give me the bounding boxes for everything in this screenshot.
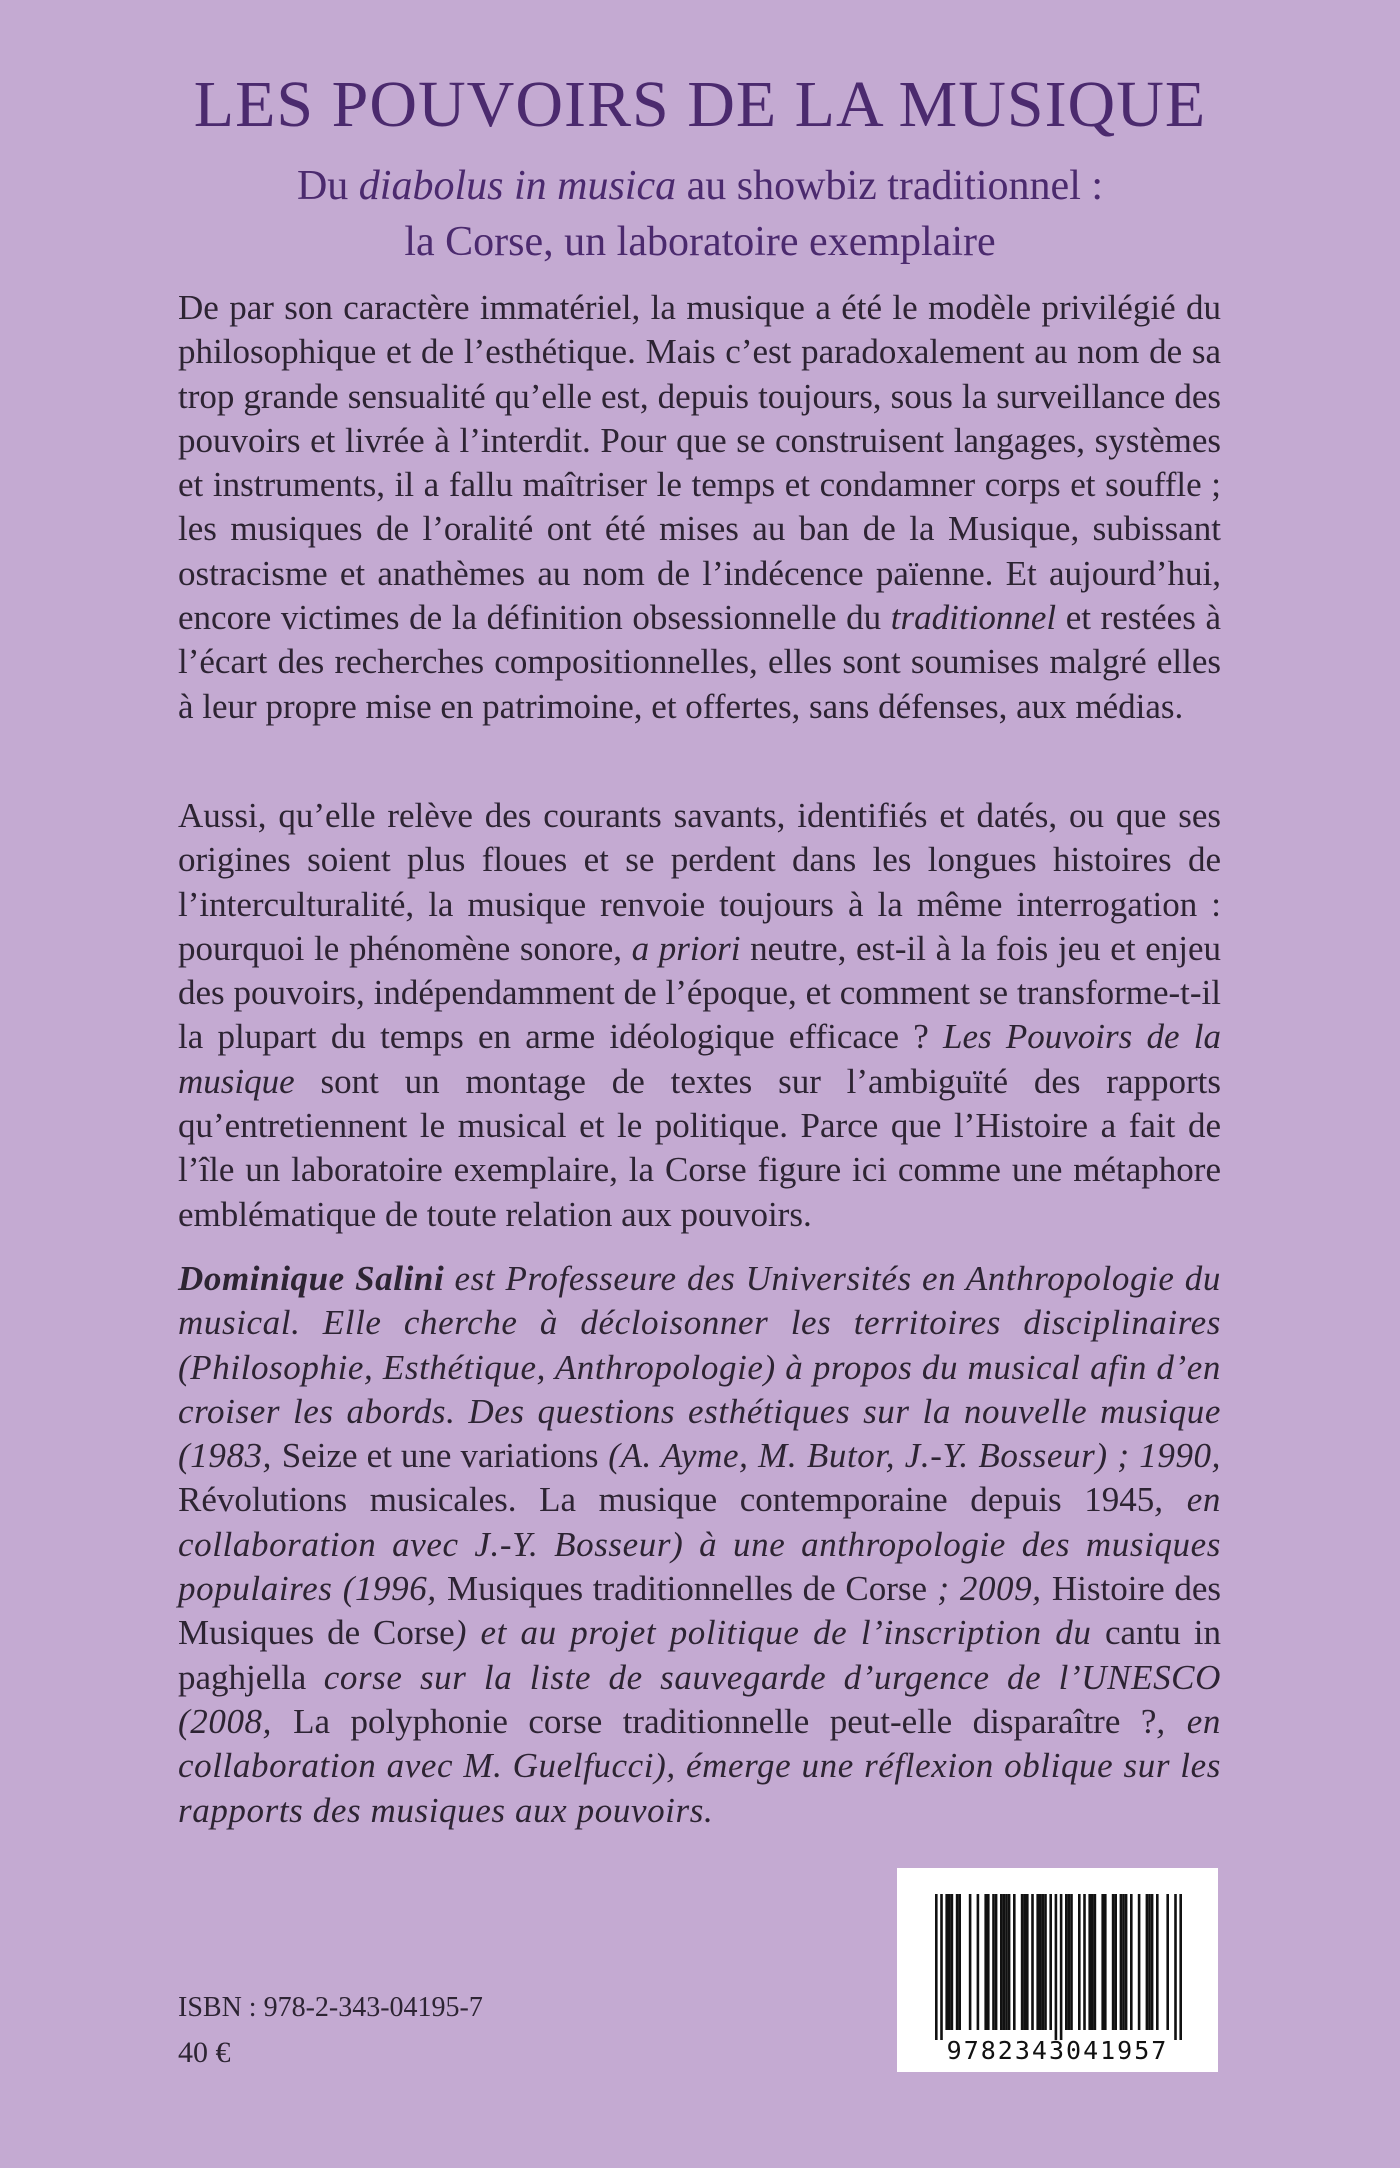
- text-run: neutre, est-il à la fois jeu et enjeu des pouvoirs, indépendamment de l’époque, et comment se transforme-t-il la plupart du temps en arme idéologique efficace ?: [178, 928, 1221, 1057]
- barcode-bar: [1094, 1894, 1097, 2030]
- barcode-bar: [1125, 1894, 1128, 2030]
- barcode-bar: [1008, 1894, 1011, 2030]
- paragraph-text: [178, 1257, 1221, 1833]
- subtitle-text: Du: [296, 163, 359, 209]
- subtitle-text: au showbiz traditionnel :: [676, 163, 1104, 209]
- book-reference: Histoire des Musiques de Corse: [178, 1569, 1221, 1653]
- barcode-bar: [1039, 1894, 1042, 2030]
- barcode-bar: [940, 1894, 943, 2040]
- text-run-italic: (A. Ayme, M. Butor, J.-Y. Bosseur) ; 1990,: [598, 1436, 1222, 1476]
- barcode-bar: [1120, 1894, 1123, 2030]
- barcode-bar: [1005, 1894, 1008, 2030]
- barcode-bar: [935, 1894, 938, 2040]
- barcode-bar: [1104, 1894, 1107, 2030]
- barcode-bar: [1130, 1894, 1133, 2030]
- text-run: De par son caractère immatériel, la musique a été le modèle privilégié du philosophique et de l’esthétique. Mais c’est paradoxalement au nom de sa trop grande sensualité qu’elle est, depuis toujours, sous la surveillance des pouvoirs et livrée à l’interdit. Pour que se construisent langages, systèmes et instruments, il a fallu maîtriser le temps et condamner corps et souffle ; les musiques de l’oralité ont été mises au ban de la Musique, subissant ostracisme et anathèmes au nom de l’indécence païenne. Et aujourd’hui, encore victimes de la définition obsessionnelle du: [178, 288, 1221, 638]
- author-bio: [178, 1257, 1221, 1833]
- barcode-bar: [1174, 1894, 1177, 2040]
- subtitle-line-2: la Corse, un laboratoire exemplaire: [404, 219, 996, 265]
- barcode-bar: [1083, 1894, 1086, 2030]
- summary-paragraph-2: [178, 794, 1221, 1237]
- book-reference: Musiques traditionnelles de Corse: [446, 1569, 928, 1609]
- barcode: [897, 1868, 1218, 2072]
- barcode-bar: [1122, 1894, 1125, 2030]
- barcode-bar: [1151, 1894, 1154, 2030]
- barcode-bar: [1055, 1894, 1058, 2040]
- barcode-bar: [1068, 1894, 1071, 2030]
- barcode-bar: [1023, 1894, 1026, 2030]
- book-reference: cantu in paghjella: [178, 1613, 1221, 1697]
- price-label: 40 €: [178, 2036, 231, 2069]
- barcode-bar: [1000, 1894, 1003, 2030]
- barcode-bar: [1042, 1894, 1045, 2030]
- text-run: sont un montage de textes sur l’ambiguïté des rapports qu’entretiennent le musical et le politique. Parce que l’Histoire a fait de l’île un laboratoire exemplaire, la Corse figure ici comme une métaphore emblématique de toute relation aux pouvoirs.: [178, 1061, 1221, 1234]
- text-run-italic: , en collaboration avec M. Guelfucci), émerge une réflexion oblique sur les rapports des musiques aux pouvoirs.: [178, 1701, 1222, 1830]
- barcode-bar: [951, 1894, 954, 2030]
- barcode-bar: [1156, 1894, 1159, 2030]
- barcode-bar: [995, 1894, 998, 2030]
- text-run-italic: est Professeure des Universités en Anthropologie du musical. Elle cherche à décloisonner les territoires disciplinaires (Philosophie, Esthétique, Anthropologie) à propos du musical afin d’en croiser les abords. Des questions esthétiques sur la nouvelle musique (1983,: [178, 1259, 1221, 1476]
- barcode-bar: [1166, 1894, 1169, 2030]
- barcode-bar: [1036, 1894, 1039, 2030]
- barcode-bar: [1070, 1894, 1073, 2030]
- barcode-bar: [1179, 1894, 1182, 2040]
- text-run: et restées à l’écart des recherches compositionnelles, elles sont soumises malgré elles à leur propre mise en patrimoine, et offertes, sans défenses, aux médias.: [178, 598, 1221, 726]
- barcode-bar: [958, 1894, 961, 2030]
- book-subtitle: [0, 158, 1400, 270]
- barcode-bar: [1044, 1894, 1047, 2030]
- text-run-italic: ; 2009,: [927, 1569, 1052, 1609]
- barcode-bar: [1114, 1894, 1117, 2030]
- book-reference: La polyphonie corse traditionnelle peut-elle disparaître ?: [293, 1701, 1157, 1741]
- barcode-bar: [1138, 1894, 1141, 2030]
- book-reference: Révolutions musicales. La musique contemporaine depuis 1945: [178, 1480, 1155, 1520]
- barcode-bar: [1026, 1894, 1029, 2030]
- barcode-bar: [948, 1894, 951, 2030]
- barcode-bar: [1021, 1894, 1024, 2030]
- isbn-label: ISBN : 978-2-343-04195-7: [178, 1992, 483, 2023]
- barcode-bar: [1146, 1894, 1149, 2030]
- barcode-digits: 9782343041957: [946, 2036, 1169, 2065]
- barcode-bar: [945, 1894, 948, 2030]
- barcode-bar: [1065, 1894, 1068, 2030]
- book-reference: Seize et une variations: [281, 1436, 599, 1476]
- barcode-bar: [1031, 1894, 1034, 2030]
- barcode-bar: [977, 1894, 980, 2030]
- barcode-bar: [992, 1894, 995, 2030]
- barcode-bar: [1148, 1894, 1151, 2030]
- text-run: Aussi, qu’elle relève des courants savants, identifiés et datés, ou que ses origines soient plus floues et se perdent dans les longues histoires de l’interculturalité, la musique renvoie toujours à la même interrogation : pourquoi le phénomène sonore,: [178, 796, 1221, 968]
- barcode-bar: [1088, 1894, 1091, 2030]
- barcode-bar: [1112, 1894, 1115, 2030]
- paragraph-text: [178, 286, 1221, 729]
- text-run-italic: , en collaboration avec J.-Y. Bosseur) à une anthropologie des musiques populaires (1996,: [178, 1480, 1221, 1609]
- barcode-bar: [984, 1894, 987, 2030]
- barcode-bar: [1101, 1894, 1104, 2030]
- book-title: LES POUVOIRS DE LA MUSIQUE: [193, 68, 1207, 141]
- barcode-bar: [987, 1894, 990, 2030]
- barcode-bar: [1003, 1894, 1006, 2030]
- barcode-bar: [1049, 1894, 1052, 2030]
- barcode-bar: [1091, 1894, 1094, 2030]
- paragraph-text: [178, 794, 1221, 1237]
- author-name: Dominique Salini: [178, 1259, 445, 1298]
- barcode-bar: [1060, 1894, 1063, 2040]
- subtitle-italic-text: diabolus in musica: [358, 163, 677, 209]
- barcode-bar: [956, 1894, 959, 2030]
- text-run-italic: Les Pouvoirs de la musique: [178, 1017, 1221, 1101]
- text-run-italic: corse sur la liste de sauvegarde d’urgence de l’UNESCO (2008,: [178, 1657, 1221, 1741]
- text-run-italic: ) et au projet politique de l’inscription du: [454, 1613, 1106, 1653]
- barcode-bar: [1013, 1894, 1016, 2030]
- barcode-bar: [1078, 1894, 1081, 2030]
- text-run-italic: a priori: [631, 928, 741, 968]
- text-run-italic: traditionnel: [890, 598, 1057, 638]
- barcode-bar: [969, 1894, 972, 2030]
- subtitle-line-1: [0, 158, 1400, 214]
- summary-paragraph-1: [178, 286, 1221, 729]
